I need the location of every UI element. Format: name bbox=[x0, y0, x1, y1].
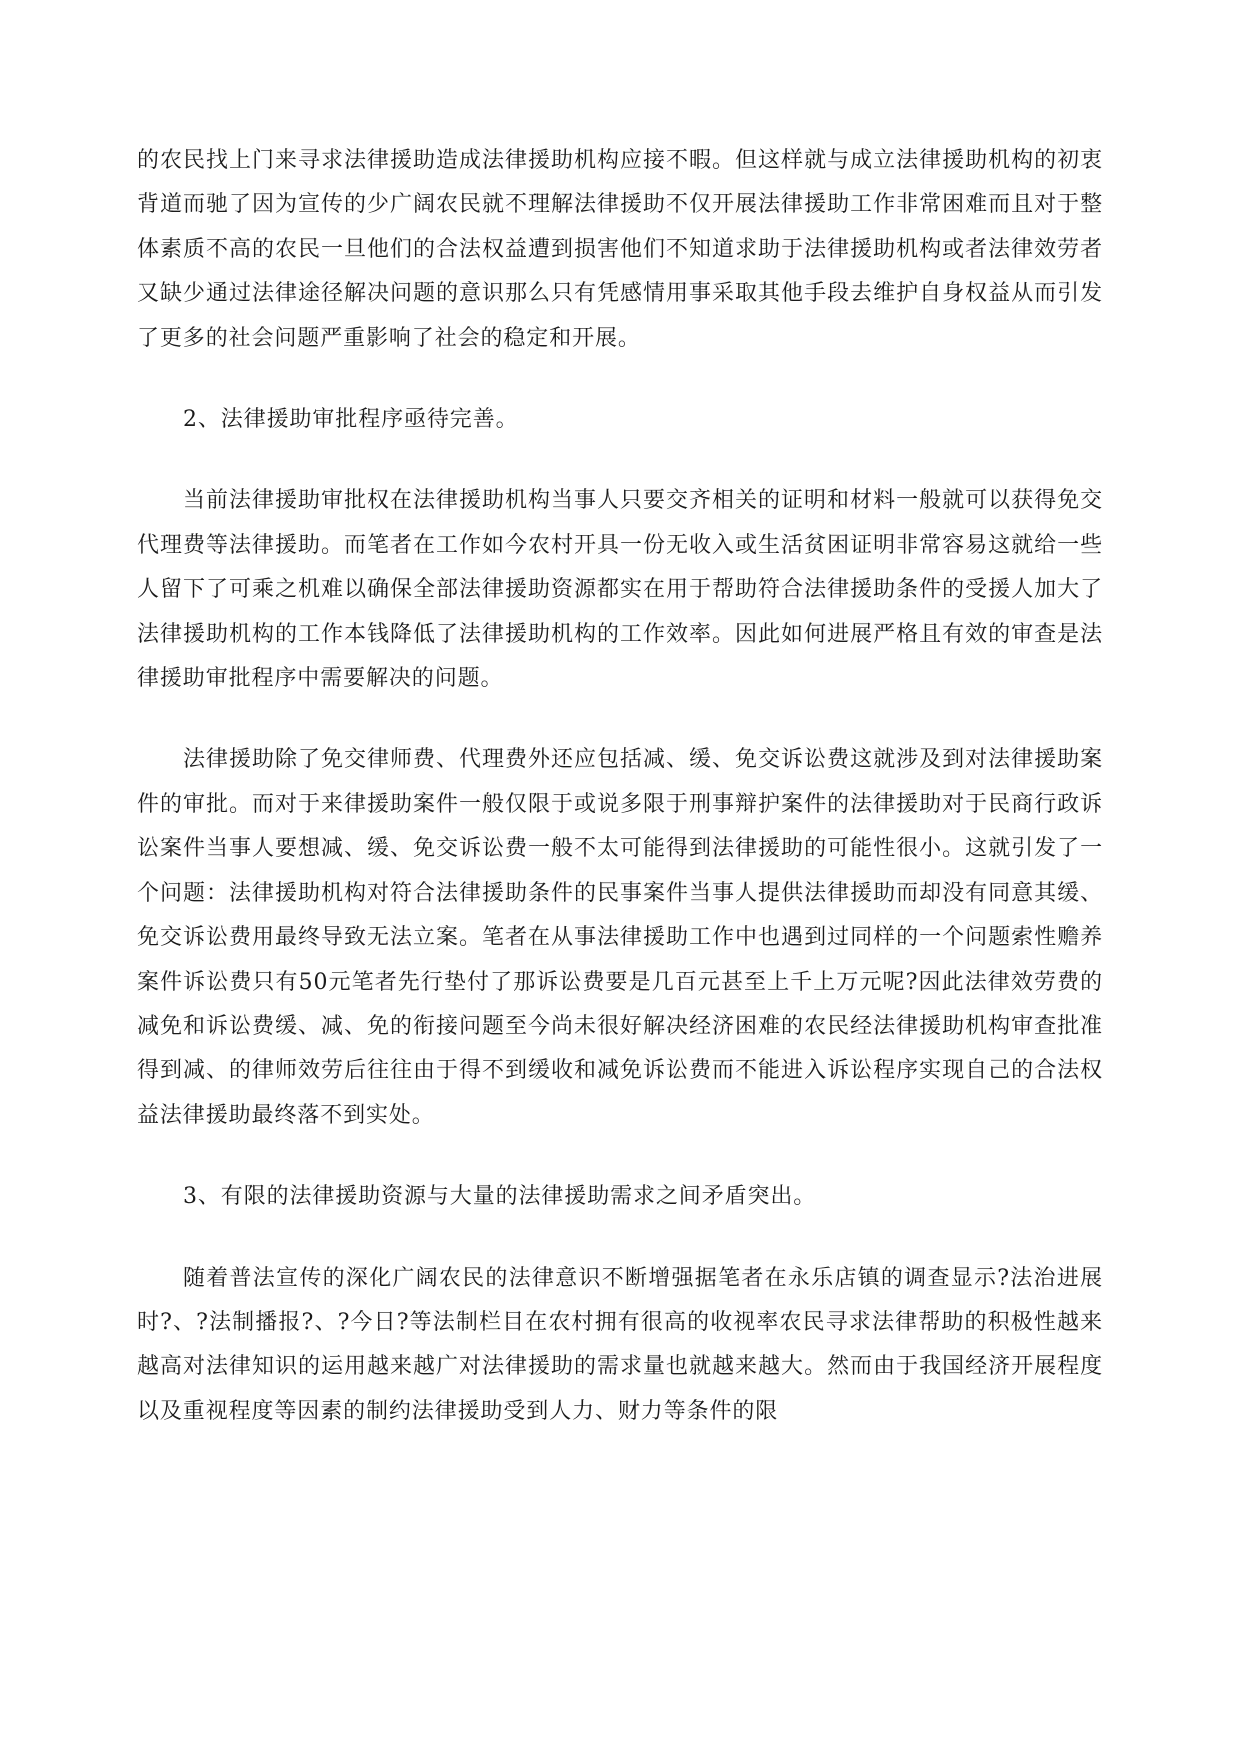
paragraph-continued: 的农民找上门来寻求法律援助造成法律援助机构应接不暇。但这样就与成立法律援助机构的初衷背道而驰了因为宣传的少广阔农民就不理解法律援助不仅开展法律援助工作非常困难而且对于整体素质不高的农民一旦他们的合法权益遭到损害他们不知道求助于法律援助机构或者法律效劳者又缺少通过法律途径解决问题的意识那么只有凭感情用事采取其他手段去维护自身权益从而引发了更多的社会问题严重影响了社会的稳定和开展。 bbox=[137, 148, 1103, 351]
section-heading-3: 3、有限的法律援助资源与大量的法律援助需求之间矛盾突出。 bbox=[183, 1184, 817, 1210]
paragraph-resource-demand: 随着普法宣传的深化广阔农民的法律意识不断增强据笔者在永乐店镇的调查显示?法治进展时?、?法制播报?、?今日?等法制栏目在农村拥有很高的收视率农民寻求法律帮助的积极性越来越高对法律知识的运用越来越广对法律援助的需求量也就越来越大。然而由于我国经济开展程度以及重视程度等因素的制约法律援助受到人力、财力等条件的限 bbox=[137, 1265, 1103, 1424]
paragraph-litigation-fees: 法律援助除了免交律师费、代理费外还应包括减、缓、免交诉讼费这就涉及到对法律援助案件的审批。而对于来律援助案件一般仅限于或说多限于刑事辩护案件的法律援助对于民商行政诉讼案件当事人要想减、缓、免交诉讼费一般不太可能得到法律援助的可能性很小。这就引发了一个问题：法律援助机构对符合法律援助条件的民事案件当事人提供法律援助而却没有同意其缓、免交诉讼费用最终导致无法立案。笔者在从事法律援助工作中也遇到过同样的一个问题索性赡养案件诉讼费只有50元笔者先行垫付了那诉讼费要是几百元甚至上千上万元呢?因此法律效劳费的减免和诉讼费缓、减、免的衔接问题至今尚未很好解决经济困难的农民经法律援助机构审查批准得到减、的律师效劳后往往由于得不到缓收和减免诉讼费而不能进入诉讼程序实现自己的合法权益法律援助最终落不到实处。 bbox=[137, 747, 1103, 1128]
paragraph-approval-power: 当前法律援助审批权在法律援助机构当事人只要交齐相关的证明和材料一般就可以获得免交代理费等法律援助。而笔者在工作如今农村开具一份无收入或生活贫困证明非常容易这就给一些人留下了可乘之机难以确保全部法律援助资源都实在用于帮助符合法律援助条件的受援人加大了法律援助机构的工作本钱降低了法律援助机构的工作效率。因此如何进展严格且有效的审查是法律援助审批程序中需要解决的问题。 bbox=[137, 488, 1103, 692]
section-heading-2: 2、法律援助审批程序亟待完善。 bbox=[183, 407, 519, 433]
document-body bbox=[137, 139, 1103, 1471]
